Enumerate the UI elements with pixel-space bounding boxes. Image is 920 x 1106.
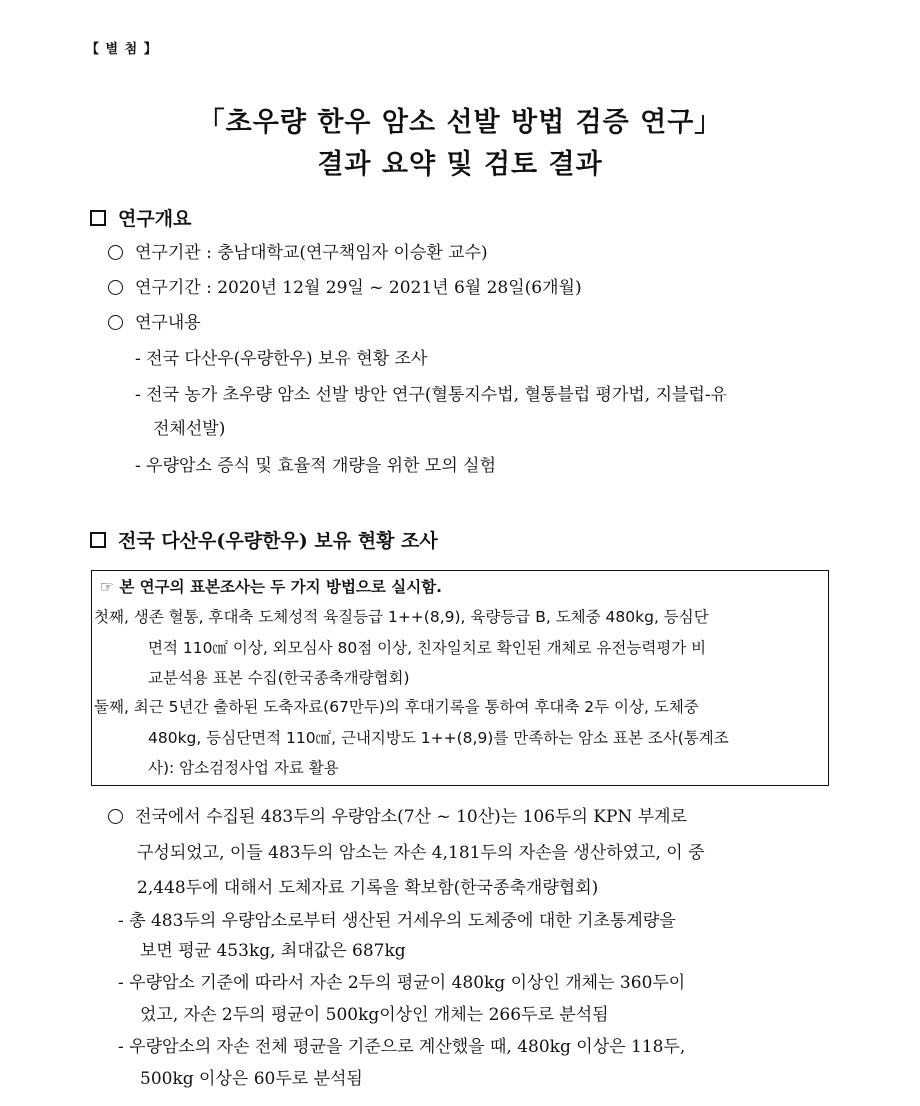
survey-paragraph-line-3: 2,448두에 대해서 도체자료 기록을 확보함(한국종축개량협회): [137, 878, 599, 898]
survey-box-line: 교분석용 표본 수집(한국종축개량협회): [148, 669, 410, 687]
survey-paragraph-line-2: 구성되었고, 이들 483두의 암소는 자손 4,181두의 자손을 생산하였고, 이 중: [137, 843, 705, 863]
content-subitem-2: - 전국 농가 초우량 암소 선발 방안 연구(혈통지수법, 혈통블럽 평가법, 지블럽-유: [135, 385, 728, 405]
paragraph-text: 전국에서 수집된 483두의 우량암소(7산 ~ 10산)는 106두의 KPN 부계로: [135, 807, 687, 827]
pointing-hand-icon: ☞: [100, 578, 114, 596]
survey-box-line: 둘째, 최근 5년간 출하된 도축자료(67만두)의 후대기록을 통하여 후대축 2두 이상, 도체중: [94, 698, 699, 716]
survey-bullet-3: - 우량암소의 자손 전체 평균을 기준으로 계산했을 때, 480kg 이상은 118두,: [118, 1037, 686, 1057]
item-text: 연구기간 : 2020년 12월 29일 ~ 2021년 6월 28일(6개월): [135, 278, 582, 298]
overview-item-period: [108, 273, 582, 298]
survey-bullet-1-cont: 보면 평균 453kg, 최대값은 687kg: [140, 941, 406, 961]
survey-box-line: 480kg, 등심단면적 110㎠, 근내지방도 1++(8,9)를 만족하는 암소 표본 조사(통계조: [148, 729, 729, 747]
content-subitem-3: - 우량암소 증식 및 효율적 개량을 위한 모의 실험: [135, 456, 496, 476]
section-heading-text: 연구개요: [118, 208, 192, 230]
circle-bullet-icon: [108, 280, 123, 295]
circle-bullet-icon: [108, 245, 123, 260]
section-heading-text: 전국 다산우(우량한우) 보유 현황 조사: [118, 530, 438, 552]
title-line-2: 결과 요약 및 검토 결과: [317, 149, 603, 180]
survey-box-line: 사): 암소검정사업 자료 활용: [148, 759, 339, 777]
overview-item-content: [108, 308, 201, 333]
circle-bullet-icon: [108, 315, 123, 330]
survey-bullet-2: - 우량암소 기준에 따라서 자손 2두의 평균이 480kg 이상인 개체는 360두이: [118, 973, 686, 993]
section-heading-overview: [90, 204, 191, 231]
square-bullet-icon: [90, 532, 106, 548]
survey-paragraph-line-1: [108, 802, 687, 827]
survey-bullet-2-cont: 었고, 자손 2두의 평균이 500kg이상인 개체는 266두로 분석됨: [140, 1005, 609, 1025]
survey-box-line: 첫째, 생존 혈통, 후대축 도체성적 육질등급 1++(8,9), 육량등급 B, 도체중 480kg, 등심단: [94, 608, 709, 626]
content-subitem-1: - 전국 다산우(우량한우) 보유 현황 조사: [135, 349, 428, 369]
content-subitem-2-cont: 전체선발): [153, 419, 226, 439]
overview-item-institution: [108, 238, 488, 263]
section-heading-survey: [90, 526, 438, 553]
item-text: 연구내용: [135, 313, 201, 333]
title-line-1: 「초우량 한우 암소 선발 방법 검증 연구」: [197, 107, 723, 138]
item-text: 연구기관 : 충남대학교(연구책임자 이승환 교수): [135, 243, 488, 263]
square-bullet-icon: [90, 210, 106, 226]
attachment-label: 【 별 첨 】: [86, 42, 158, 57]
circle-bullet-icon: [108, 809, 123, 824]
survey-bullet-3-cont: 500kg 이상은 60두로 분석됨: [140, 1069, 363, 1089]
survey-bullet-1: - 총 483두의 우량암소로부터 생산된 거세우의 도체중에 대한 기초통계량을: [118, 911, 676, 931]
survey-box-intro-text: 본 연구의 표본조사는 두 가지 방법으로 실시함.: [119, 578, 443, 596]
survey-box-line: 면적 110㎠ 이상, 외모심사 80점 이상, 친자일치로 확인된 개체로 유전능력평가 비: [148, 639, 707, 657]
survey-box-intro: [100, 575, 442, 597]
